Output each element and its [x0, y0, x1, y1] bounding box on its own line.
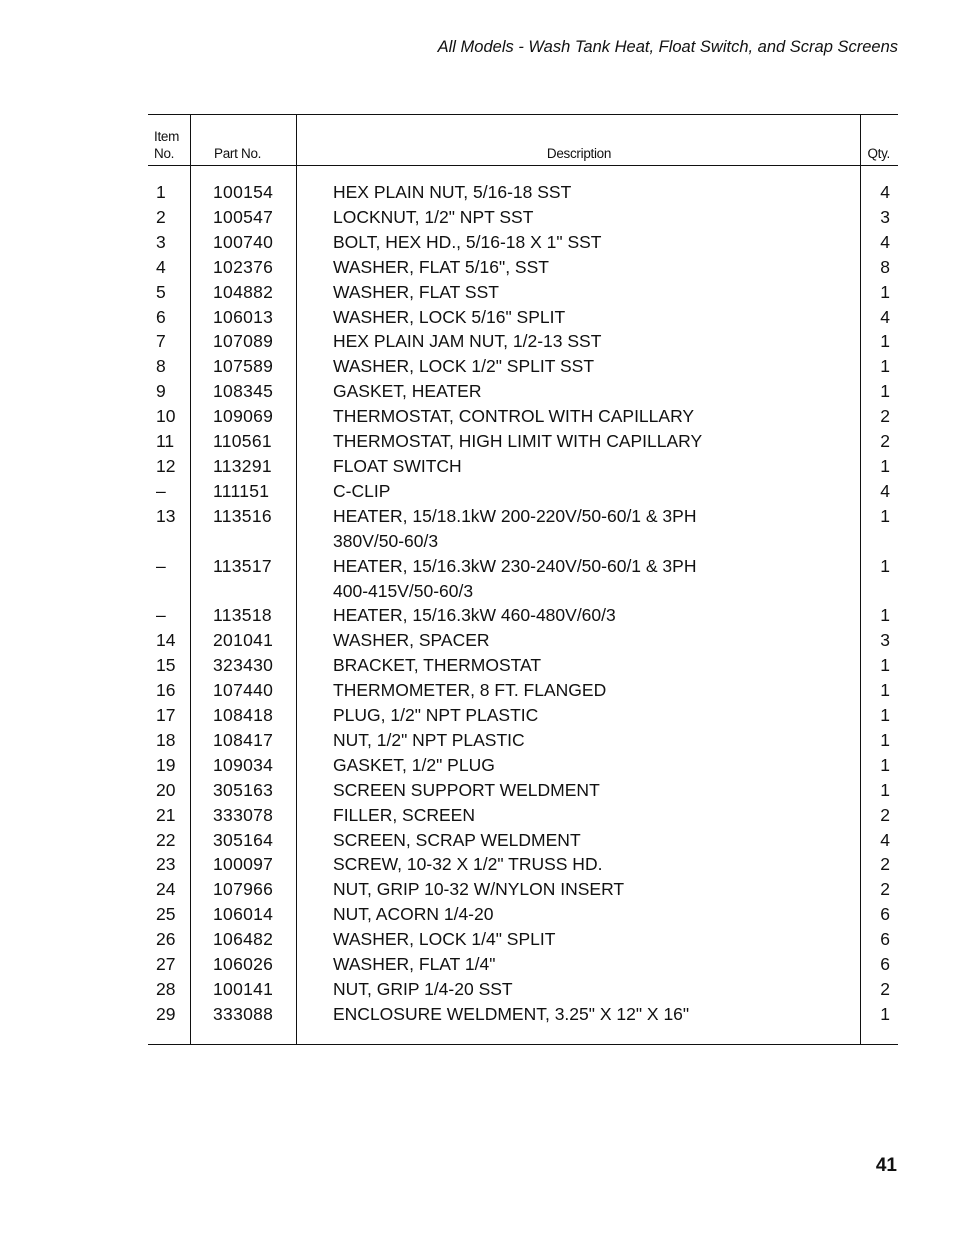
- table-row: [148, 280, 898, 305]
- header-rule: [148, 165, 898, 166]
- table-row: [148, 205, 898, 230]
- item-number-cell: 24: [156, 879, 176, 900]
- description-cell: HEX PLAIN NUT, 5/16-18 SST: [333, 182, 572, 202]
- quantity-cell: 8: [880, 256, 890, 277]
- part-number-cell: 333088: [213, 1003, 274, 1024]
- quantity-cell: 2: [880, 879, 890, 900]
- item-number-cell: 3: [156, 231, 166, 252]
- item-number-cell: 4: [156, 256, 166, 277]
- parts-table: [148, 114, 898, 1045]
- item-number-cell: 9: [156, 381, 166, 402]
- part-number-cell: 305163: [213, 779, 274, 800]
- column-header-item-line1: Item: [154, 129, 180, 144]
- item-number-cell: 17: [156, 705, 176, 726]
- part-number-cell: 107089: [213, 331, 274, 352]
- table-row: [148, 703, 898, 728]
- table-row: [148, 479, 898, 504]
- item-number-cell: 22: [156, 829, 176, 850]
- part-number-cell: 100154: [213, 182, 274, 202]
- description-cell: NUT, 1/2" NPT PLASTIC: [333, 729, 525, 750]
- column-header-item: [154, 128, 179, 162]
- description-cell: WASHER, FLAT 1/4": [333, 954, 496, 975]
- quantity-cell: 1: [880, 1003, 890, 1024]
- part-number-cell: 109034: [213, 754, 274, 775]
- item-number-cell: 7: [156, 331, 166, 352]
- description-cell: GASKET, 1/2" PLUG: [333, 754, 495, 775]
- item-number-cell: 10: [156, 406, 176, 427]
- description-cell: SCREW, 10-32 X 1/2" TRUSS HD.: [333, 854, 603, 875]
- table-row: [148, 404, 898, 429]
- part-number-cell: 102376: [213, 256, 274, 277]
- item-number-cell: 12: [156, 455, 176, 476]
- item-number-cell: –: [156, 555, 166, 576]
- item-number-cell: 2: [156, 206, 166, 227]
- description-cell: NUT, GRIP 1/4-20 SST: [333, 979, 513, 999]
- description-cell: HEATER, 15/16.3kW 460-480V/60/3: [333, 605, 616, 626]
- table-row: [148, 603, 898, 628]
- item-number-cell: 6: [156, 306, 166, 327]
- quantity-cell: 1: [880, 455, 890, 476]
- quantity-cell: 1: [880, 655, 890, 676]
- item-number-cell: 29: [156, 1003, 176, 1024]
- quantity-cell: 4: [880, 182, 890, 202]
- page-number: 41: [875, 1155, 897, 1176]
- column-header-qty: Qty.: [867, 146, 890, 161]
- part-number-cell: 113518: [213, 605, 272, 626]
- description-cell: SCREEN, SCRAP WELDMENT: [333, 829, 581, 850]
- quantity-cell: 2: [880, 854, 890, 875]
- description-cell: SCREEN SUPPORT WELDMENT: [333, 779, 600, 800]
- quantity-cell: 1: [880, 331, 890, 352]
- quantity-cell: 1: [880, 356, 890, 377]
- quantity-cell: 1: [880, 505, 890, 526]
- table-row: [148, 678, 898, 703]
- table-row: [148, 230, 898, 255]
- quantity-cell: 2: [880, 406, 890, 427]
- column-header-description: Description: [546, 146, 612, 161]
- table-row: [148, 454, 898, 479]
- quantity-cell: 2: [880, 431, 890, 452]
- item-number-cell: 27: [156, 954, 176, 975]
- table-row: [148, 429, 898, 454]
- description-cell: WASHER, SPACER: [333, 630, 490, 651]
- quantity-cell: 3: [880, 630, 890, 651]
- part-number-cell: 100547: [213, 206, 274, 227]
- table-row: [148, 927, 898, 952]
- quantity-cell: 1: [880, 381, 890, 402]
- item-number-cell: 19: [156, 754, 176, 775]
- item-number-cell: 5: [156, 281, 166, 302]
- part-number-cell: 110561: [213, 431, 272, 452]
- quantity-cell: 1: [880, 555, 890, 576]
- parts-rows: [148, 180, 898, 1027]
- part-number-cell: 113516: [213, 505, 272, 526]
- item-number-cell: 18: [156, 729, 176, 750]
- description-cell: FLOAT SWITCH: [333, 455, 462, 476]
- part-number-cell: 106013: [213, 306, 274, 327]
- description-cell: THERMOSTAT, HIGH LIMIT WITH CAPILLARY: [333, 431, 703, 452]
- part-number-cell: 305164: [213, 829, 274, 850]
- item-number-cell: 28: [156, 979, 176, 999]
- item-number-cell: 23: [156, 854, 176, 875]
- description-cell: PLUG, 1/2" NPT PLASTIC: [333, 705, 539, 726]
- table-row: [148, 653, 898, 678]
- item-number-cell: 13: [156, 505, 176, 526]
- part-number-cell: 113517: [213, 555, 272, 576]
- description-cell: WASHER, LOCK 1/2" SPLIT SST: [333, 356, 595, 377]
- description-cell: FILLER, SCREEN: [333, 804, 475, 825]
- table-row: [148, 952, 898, 977]
- description-cell: WASHER, FLAT SST: [333, 281, 499, 302]
- table-row: [148, 354, 898, 379]
- column-header-part: Part No.: [214, 146, 262, 161]
- item-number-cell: 15: [156, 655, 176, 676]
- table-row: [148, 255, 898, 280]
- item-number-cell: 20: [156, 779, 176, 800]
- quantity-cell: 1: [880, 729, 890, 750]
- table-row: [148, 753, 898, 778]
- quantity-cell: 3: [880, 206, 890, 227]
- part-number-cell: 106014: [213, 904, 274, 925]
- description-cell: GASKET, HEATER: [333, 381, 482, 402]
- description-cell: NUT, ACORN 1/4-20: [333, 904, 494, 925]
- description-cell: WASHER, FLAT 5/16", SST: [333, 256, 549, 277]
- table-row: [148, 379, 898, 404]
- table-row: [148, 554, 898, 604]
- running-title: All Models - Wash Tank Heat, Float Switch, and Scrap Screens: [437, 38, 898, 56]
- item-number-cell: 11: [156, 431, 175, 452]
- part-number-cell: 111151: [213, 480, 270, 501]
- quantity-cell: 4: [880, 829, 890, 850]
- table-row: [148, 828, 898, 853]
- quantity-cell: 4: [880, 480, 890, 501]
- part-number-cell: 109069: [213, 406, 274, 427]
- table-row: [148, 628, 898, 653]
- table-row: [148, 902, 898, 927]
- part-number-cell: 100097: [213, 854, 274, 875]
- item-number-cell: 8: [156, 356, 166, 377]
- part-number-cell: 107440: [213, 680, 274, 701]
- part-number-cell: 107966: [213, 879, 274, 900]
- table-row: [148, 728, 898, 753]
- quantity-cell: 4: [880, 306, 890, 327]
- quantity-cell: 1: [880, 680, 890, 701]
- part-number-cell: 108418: [213, 705, 274, 726]
- item-number-cell: 1: [156, 182, 166, 202]
- description-cell: WASHER, LOCK 1/4" SPLIT: [333, 929, 556, 950]
- part-number-cell: 106482: [213, 929, 274, 950]
- table-row: [148, 877, 898, 902]
- description-cell: HEATER, 15/18.1kW 200-220V/50-60/1 & 3PH 380V/50-60/3: [333, 505, 697, 551]
- quantity-cell: 1: [880, 705, 890, 726]
- description-cell: C-CLIP: [333, 480, 391, 501]
- part-number-cell: 100740: [213, 231, 274, 252]
- part-number-cell: 108417: [213, 729, 274, 750]
- table-row: [148, 852, 898, 877]
- part-number-cell: 106026: [213, 954, 274, 975]
- part-number-cell: 108345: [213, 381, 274, 402]
- table-row: [148, 180, 898, 205]
- table-row: [148, 778, 898, 803]
- description-cell: BOLT, HEX HD., 5/16-18 X 1" SST: [333, 231, 602, 252]
- item-number-cell: 21: [156, 804, 176, 825]
- quantity-cell: 6: [880, 929, 890, 950]
- description-cell: ENCLOSURE WELDMENT, 3.25" X 12" X 16": [333, 1003, 690, 1024]
- table-row: [148, 329, 898, 354]
- part-number-cell: 113291: [213, 455, 272, 476]
- quantity-cell: 2: [880, 979, 890, 999]
- description-cell: LOCKNUT, 1/2" NPT SST: [333, 206, 534, 227]
- quantity-cell: 2: [880, 804, 890, 825]
- table-row: [148, 504, 898, 554]
- part-number-cell: 100141: [213, 979, 274, 999]
- description-cell: HEATER, 15/16.3kW 230-240V/50-60/1 & 3PH 400-415V/50-60/3: [333, 555, 697, 601]
- table-row: [148, 803, 898, 828]
- item-number-cell: 25: [156, 904, 176, 925]
- quantity-cell: 1: [880, 754, 890, 775]
- description-cell: THERMOSTAT, CONTROL WITH CAPILLARY: [333, 406, 695, 427]
- quantity-cell: 1: [880, 779, 890, 800]
- column-header-item-line2: No.: [154, 146, 175, 161]
- part-number-cell: 104882: [213, 281, 274, 302]
- part-number-cell: 107589: [213, 356, 274, 377]
- quantity-cell: 6: [880, 954, 890, 975]
- description-cell: NUT, GRIP 10-32 W/NYLON INSERT: [333, 879, 625, 900]
- quantity-cell: 1: [880, 281, 890, 302]
- description-cell: BRACKET, THERMOSTAT: [333, 655, 542, 676]
- description-cell: HEX PLAIN JAM NUT, 1/2-13 SST: [333, 331, 602, 352]
- quantity-cell: 6: [880, 904, 890, 925]
- part-number-cell: 333078: [213, 804, 274, 825]
- item-number-cell: 14: [156, 630, 176, 651]
- item-number-cell: –: [156, 605, 166, 626]
- table-row: [148, 977, 898, 1002]
- part-number-cell: 201041: [213, 630, 274, 651]
- item-number-cell: 26: [156, 929, 176, 950]
- quantity-cell: 1: [880, 605, 890, 626]
- item-number-cell: –: [156, 480, 166, 501]
- part-number-cell: 323430: [213, 655, 274, 676]
- table-row: [148, 305, 898, 330]
- description-cell: THERMOMETER, 8 FT. FLANGED: [333, 680, 607, 701]
- description-cell: WASHER, LOCK 5/16" SPLIT: [333, 306, 566, 327]
- item-number-cell: 16: [156, 680, 176, 701]
- quantity-cell: 4: [880, 231, 890, 252]
- table-row: [148, 1002, 898, 1027]
